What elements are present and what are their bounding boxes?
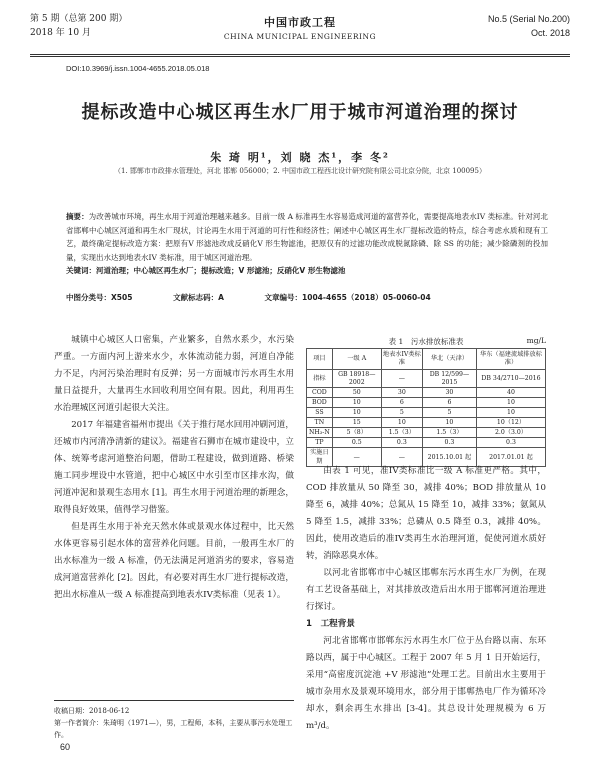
- table-cell: 1.5（3）: [381, 428, 422, 438]
- table-header-cell: 华东（福建流域排放标准）: [476, 349, 545, 370]
- header-rule: [30, 54, 570, 55]
- table-row: [307, 428, 546, 438]
- table-cell: 0.3: [381, 438, 422, 448]
- keywords-text: 河道治理；中心城区再生水厂；提标改造；V 形滤池；反硝化V 形生物滤池: [96, 266, 346, 276]
- table-cell: 0.5: [332, 438, 381, 448]
- section-heading: 1 工程背景: [306, 619, 355, 629]
- table-cell: 10: [332, 398, 381, 408]
- standards-table: [306, 348, 546, 467]
- table-cell: —: [381, 370, 422, 388]
- clc-number: 中图分类号：X505: [66, 293, 133, 302]
- authors: 朱 琦 明¹，刘 晓 杰¹，李 冬²: [210, 151, 390, 164]
- table-cell: 指标: [307, 370, 333, 388]
- table-cell: 10: [476, 398, 545, 408]
- table-cell: 6: [422, 398, 476, 408]
- document-code: 文献标志码：A: [173, 293, 224, 302]
- table-row: [307, 388, 546, 398]
- paragraph: 2017 年福建省福州市提出《关于推行尾水回用冲刷河道，还城市内河清净清新的建议》。福建省石狮市在城市建设中，立体、统筹考虑河道整治问题，借助工程建设，做到道路、桥梁施工同步埋设中水管道，把中心城区中水引至市区排水沟，做河道冲泥和景观生态用水 [1]。再生水用于河道治理的新理念，取得良好效果，值得学习借鉴。: [54, 420, 294, 515]
- table-cell: NH₃-N: [307, 428, 333, 438]
- table-cell: 10: [476, 408, 545, 418]
- table-cell: 5: [381, 408, 422, 418]
- abstract-text: 为改善城市环境，再生水用于河道治理越来越多。目前一级 A 标准再生水容易造成河道的富营养化，需要提高地表水IV 类标准。针对河北省邯郸中心城区河道和再生水厂现状，讨论再生水用于河道的可行性和经济性；阐述中心城区再生水厂提标改造的特点，综合考虑水质和现有工艺，最终确定提标改造方案：把原有V 形滤池改成反硝化V 形生物滤池，把原仅有的过滤功能改成脱氮除磷、除 SS 的功能；减少除磷剂的投加量，实现出水达到地表水IV 类标准，用于城区河道治理。: [66, 212, 548, 262]
- table-row: [307, 418, 546, 428]
- table-cell: DB 12/599—2015: [422, 370, 476, 388]
- paragraph: 但是再生水用于补充天然水体或景观水体过程中，比天然水体更容易引起水体的富营养化问题。目前，一般再生水厂的出水标准为一级 A 标准，仍无法满足河道消劣的要求，容易造成河道富营养化 [2]。因此，有必要对再生水厂进行提标改造，把出水标准从一级 A 标准提高到地表水IV类标准（见表 1）。: [54, 522, 294, 600]
- standards-table-block: [306, 336, 546, 467]
- table-cell: 2.0（3.0）: [476, 428, 545, 438]
- table-header-cell: 项目: [307, 349, 333, 370]
- table-cell: 10: [332, 408, 381, 418]
- table-row: [307, 408, 546, 418]
- header-rule-thin: [30, 56, 570, 57]
- affiliation: （1. 邯郸市市政排水管理处，河北 邯郸 056000；2. 中国市政工程西北设计研究院有限公司北京分院，北京 100095）: [114, 167, 486, 175]
- table-caption: [306, 336, 546, 348]
- journal-name-cn: 中国市政工程: [264, 16, 336, 29]
- table-cell: 0.3: [422, 438, 476, 448]
- table-row: [307, 370, 546, 388]
- paragraph: 由表 1 可见，准IV类标准比一级 A 标准更严格。其中，COD 排放量从 50 降至 30，减排 40%；BOD 排放量从 10 降至 6，减排 40%；总氮从 15 降至 10，减排 33%；氨氮从 5 降至 1.5，减排 33%；总磷从 0.5 降至 0.3，减排 40%。因此，使用改造后的准IV类再生水治理河道，促使河道水质好转，消除恶臭水体。: [306, 466, 546, 561]
- right-column: [306, 463, 546, 735]
- date-en: Oct. 2018: [530, 28, 570, 38]
- table-cell: BOD: [307, 398, 333, 408]
- table-cell: TP: [307, 438, 333, 448]
- table-cell: 2017.01.01 起: [476, 448, 545, 467]
- article-number: 文章编号：1004-4655（2018）05-0060-04: [264, 293, 431, 302]
- table-header-row: [307, 349, 546, 370]
- table-header-cell: 地表水IV类标准: [381, 349, 422, 370]
- table-cell: 10: [381, 418, 422, 428]
- table-header-cell: 华北（天津）: [422, 349, 476, 370]
- issue-en: No.5 (Serial No.200): [487, 14, 570, 24]
- table-cell: —: [332, 448, 381, 467]
- issue-cn: 第 5 期（总第 200 期）: [30, 14, 128, 24]
- page-number: 60: [60, 742, 71, 752]
- table-cell: 30: [381, 388, 422, 398]
- received-date: 收稿日期：2018-06-12: [54, 707, 130, 715]
- doi: DOI:10.3969/j.issn.1004-4655.2018.05.018: [66, 64, 210, 73]
- table-cell: 0.3: [476, 438, 545, 448]
- abstract: [66, 210, 548, 278]
- abstract-label: 摘要：: [66, 212, 89, 221]
- table-cell: SS: [307, 408, 333, 418]
- table-title: 表 1 污水排放标准表: [388, 337, 464, 346]
- table-cell: 10: [422, 418, 476, 428]
- table-cell: 5: [422, 408, 476, 418]
- paragraph: 城镇中心城区人口密集，产业繁多，自然水系少，水污染严重。一方面内河上游来水少，水体流动能力弱，河道自净能力不足，内河污染治理时有反弹；另一方面城市污水再生水用量日益提升，大量再生水回收利用空间有限。因此，利用再生水治理城区河道引起很大关注。: [54, 335, 294, 413]
- journal-name-en: CHINA MUNICIPAL ENGINEERING: [223, 32, 377, 41]
- date-cn: 2018 年 10 月: [30, 28, 91, 38]
- table-cell: 30: [422, 388, 476, 398]
- table-cell: 5（8）: [332, 428, 381, 438]
- table-unit: mg/L: [526, 336, 546, 345]
- table-cell: TN: [307, 418, 333, 428]
- table-cell: 2015.10.01 起: [422, 448, 476, 467]
- table-cell: —: [381, 448, 422, 467]
- table-header-cell: 一级 A: [332, 349, 381, 370]
- table-cell: 1.5（3）: [422, 428, 476, 438]
- running-header: [30, 8, 570, 54]
- author-bio: 第一作者简介：朱琦明（1971—），男，工程师，本科，主要从事污水处理工作。: [54, 719, 293, 739]
- table-cell: 10（12）: [476, 418, 545, 428]
- table-cell: 50: [332, 388, 381, 398]
- table-cell: COD: [307, 388, 333, 398]
- table-row: [307, 438, 546, 448]
- keywords-label: 关键词：: [66, 266, 96, 276]
- table-cell: 15: [332, 418, 381, 428]
- table-cell: 实施日期: [307, 448, 333, 467]
- table-cell: DB 34/2710—2016: [476, 370, 545, 388]
- classification-line: [66, 292, 548, 303]
- header-right: [488, 12, 570, 40]
- paragraph: 河北省邯郸市邯郸东污水再生水厂位于丛台路以南、东环路以西，属于中心城区。工程于 2007 年 5 月 1 日开始运行，采用“高密度沉淀池 +V 形滤池”处理工艺。目前出水主要用于城市杂用水及景观环境用水，部分用于邯郸热电厂作为循环冷却水，剩余再生水排出 [3-4]。其总设计处理规模为 6 万 m³/d。: [306, 636, 546, 731]
- article-title: 提标改造中心城区再生水厂用于城市河道治理的探讨: [81, 102, 519, 123]
- paragraph: 以河北省邯郸市中心城区邯郸东污水再生水厂为例，在现有工艺设备基础上，对其排放改造后出水用于邯郸河道治理进行探讨。: [306, 568, 546, 612]
- table-cell: 6: [381, 398, 422, 408]
- table-cell: GB 18918—2002: [332, 370, 381, 388]
- left-column: [54, 332, 294, 604]
- footnote: [54, 700, 294, 741]
- table-cell: 40: [476, 388, 545, 398]
- table-row: [307, 398, 546, 408]
